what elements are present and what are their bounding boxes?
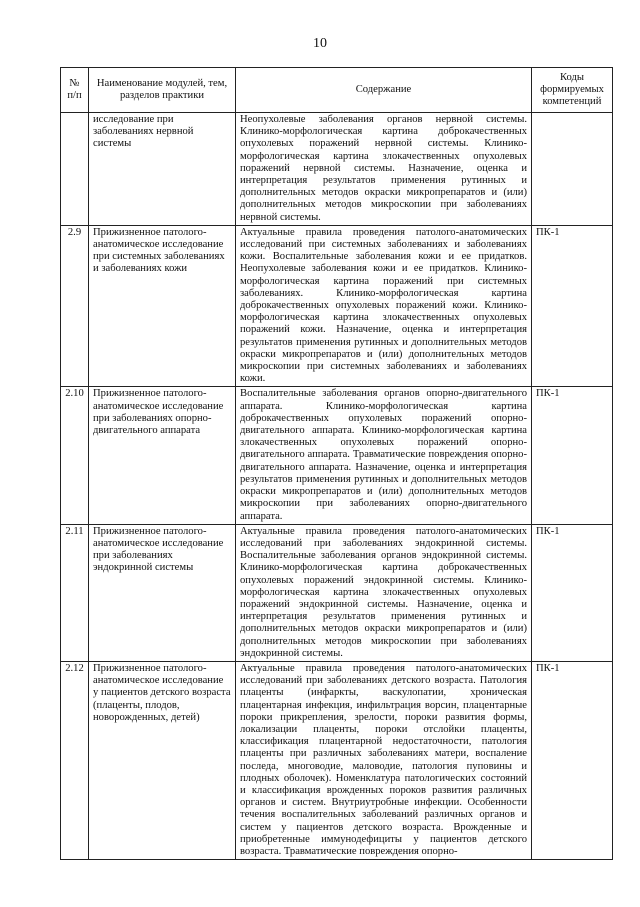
header-content: Содержание bbox=[236, 68, 532, 113]
page-number: 10 bbox=[313, 36, 327, 51]
row-code: ПК-1 bbox=[532, 524, 613, 661]
header-codes: Коды формируемых компетенций bbox=[532, 68, 613, 113]
row-code bbox=[532, 113, 613, 226]
row-name: Прижизненное патолого-анатомическое исследование при заболеваниях эндокринной системы bbox=[89, 524, 236, 661]
header-num: № п/п bbox=[61, 68, 89, 113]
row-content: Воспалительные заболевания органов опорно-двигательного аппарата. Клинико-морфологическая картина доброкачественных опухолевых поражений опорно-двигательного аппарата. Клинико-морфологическая картина злокачественных опухолевых поражений опорно-двигательного аппарата. Травматические повреждения опорно-двигательного аппарата. Назначение, оценка и интерпретация результатов применения рутинных и дополнительных методов окраски микропрепаратов и (или) дополнительных методов микроскопии при заболеваниях опорно-двигательного аппарата. bbox=[236, 387, 532, 524]
row-num: 2.11 bbox=[61, 524, 89, 661]
table-row bbox=[61, 113, 613, 226]
row-name: Прижизненное патолого-анатомическое исследование при системных заболеваниях и заболеваниях кожи bbox=[89, 225, 236, 387]
row-code: ПК-1 bbox=[532, 387, 613, 524]
row-name: исследование при заболеваниях нервной системы bbox=[89, 113, 236, 226]
header-name: Наименование модулей, тем, разделов практики bbox=[89, 68, 236, 113]
table-row bbox=[61, 225, 613, 387]
row-code: ПК-1 bbox=[532, 225, 613, 387]
row-content: Актуальные правила проведения патолого-анатомических исследований при системных заболеваниях и заболеваниях кожи. Воспалительные заболевания кожи и ее придатков. Неопухолевые заболевания кожи и ее придатков. Клинико-морфологическая картина поражений при системных заболеваниях. Клинико-морфологическая картина доброкачественных опухолевых поражений кожи. Клинико-морфологическая картина злокачественных опухолевых поражений кожи. Назначение, оценка и интерпретация результатов применения рутинных и дополнительных методов окраски микропрепаратов и (или) дополнительных методов микроскопии при системных заболеваниях и заболеваниях кожи. bbox=[236, 225, 532, 387]
table-header-row bbox=[61, 68, 613, 113]
curriculum-table bbox=[60, 67, 613, 860]
row-num: 2.9 bbox=[61, 225, 89, 387]
table-row bbox=[61, 387, 613, 524]
row-name: Прижизненное патолого-анатомическое исследование у пациентов детского возраста (плаценты, плодов, новорожденных, детей) bbox=[89, 661, 236, 859]
row-num: 2.12 bbox=[61, 661, 89, 859]
table-row bbox=[61, 524, 613, 661]
row-content: Актуальные правила проведения патолого-анатомических исследований при заболеваниях эндокринной системы. Воспалительные заболевания органов эндокринной системы. Клинико-морфологическая картина доброкачественных опухолевых поражений эндокринной системы. Клинико-морфологическая картина злокачественных опухолевых поражений эндокринной системы. Назначение, оценка и интерпретация результатов применения рутинных и дополнительных методов окраски микропрепаратов и (или) дополнительных методов микроскопии при заболеваниях эндокринной системы. bbox=[236, 524, 532, 661]
table-row bbox=[61, 661, 613, 859]
row-num: 2.10 bbox=[61, 387, 89, 524]
row-content: Неопухолевые заболевания органов нервной системы. Клинико-морфологическая картина доброкачественных опухолевых поражений нервной системы. Клинико-морфологическая картина злокачественных опухолевых поражений нервной системы. Назначение, оценка и интерпретация результатов применения рутинных и дополнительных методов окраски микропрепаратов и (или) дополнительных методов микроскопии при заболеваниях нервной системы. bbox=[236, 113, 532, 226]
row-name: Прижизненное патолого-анатомическое исследование при заболеваниях опорно-двигательного аппарата bbox=[89, 387, 236, 524]
row-code: ПК-1 bbox=[532, 661, 613, 859]
row-content: Актуальные правила проведения патолого-анатомических исследований при заболеваниях детского возраста. Патология плаценты (инфаркты, васкулопатии, хроническая плацентарная инфекция, инфильтрация ворсин, плацентарные пороки прикрепления, зрелости, пороки развития формы, локализации плаценты, пороки отслойки плаценты, классификация плацентарной недостаточности, патология плаценты при различных заболеваниях матери, воспаление последа, многоводие, маловодие, патология пуповины и плодных оболочек). Номенклатура патологических состояний и классификация врожденных пороков развития различных органов и систем. Внутриутробные инфекции. Особенности течения воспалительных заболеваний различных органов и систем у пациентов детского возраста. Врожденные и приобретенные иммунодефициты у пациентов детского возраста. Травматические повреждения опорно- bbox=[236, 661, 532, 859]
row-num bbox=[61, 113, 89, 226]
